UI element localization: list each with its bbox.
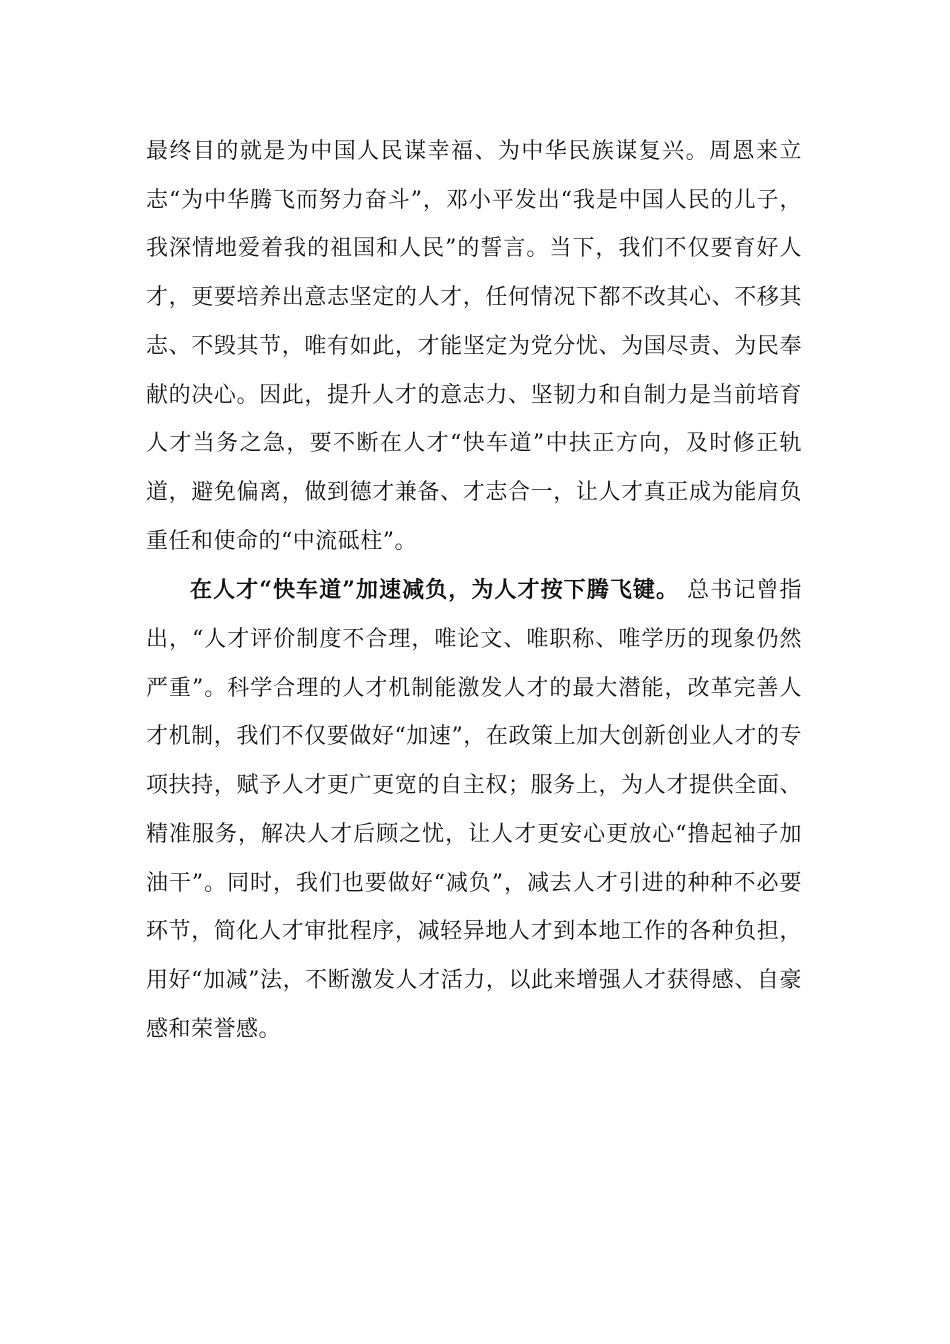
paragraph-2: [146, 566, 802, 1054]
paragraph-1: 最终目的就是为中国人民谋幸福、为中华民族谋复兴。周恩来立志“为中华腾飞而努力奋斗”，邓小平发出“我是中国人民的儿子，我深情地爱着我的祖国和人民”的誓言。当下，我们不仅要育好人才，更要培养出意志坚定的人才，任何情况下都不改其心、不移其志、不毁其节，唯有如此，才能坚定为党分忧、为国尽责、为民奉献的决心。因此，提升人才的意志力、坚韧力和自制力是当前培育人才当务之急，要不断在人才“快车道”中扶正方向，及时修正轨道，避免偏离，做到德才兼备、才志合一，让人才真正成为能肩负重任和使命的“中流砥柱”。: [146, 139, 802, 554]
document-page: [146, 128, 802, 1054]
paragraph-2-lead-sentence: 在人才“快车道”加速减负，为人才按下腾飞键。: [190, 577, 680, 604]
paragraph-2-body: 总书记曾指出，“人才评价制度不合理，唯论文、唯职称、唯学历的现象仍然严重”。科学合理的人才机制能激发人才的最大潜能，改革完善人才机制，我们不仅要做好“加速”，在政策上加大创新创业人才的专项扶持，赋予人才更广更宽的自主权；服务上，为人才提供全面、精准服务，解决人才后顾之忧，让人才更安心更放心“撸起袖子加油干”。同时，我们也要做好“减负”，减去人才引进的种种不必要环节，简化人才审批程序，减轻异地人才到本地工作的各种负担，用好“加减”法，不断激发人才活力，以此来增强人才获得感、自豪感和荣誉感。: [146, 578, 802, 1042]
